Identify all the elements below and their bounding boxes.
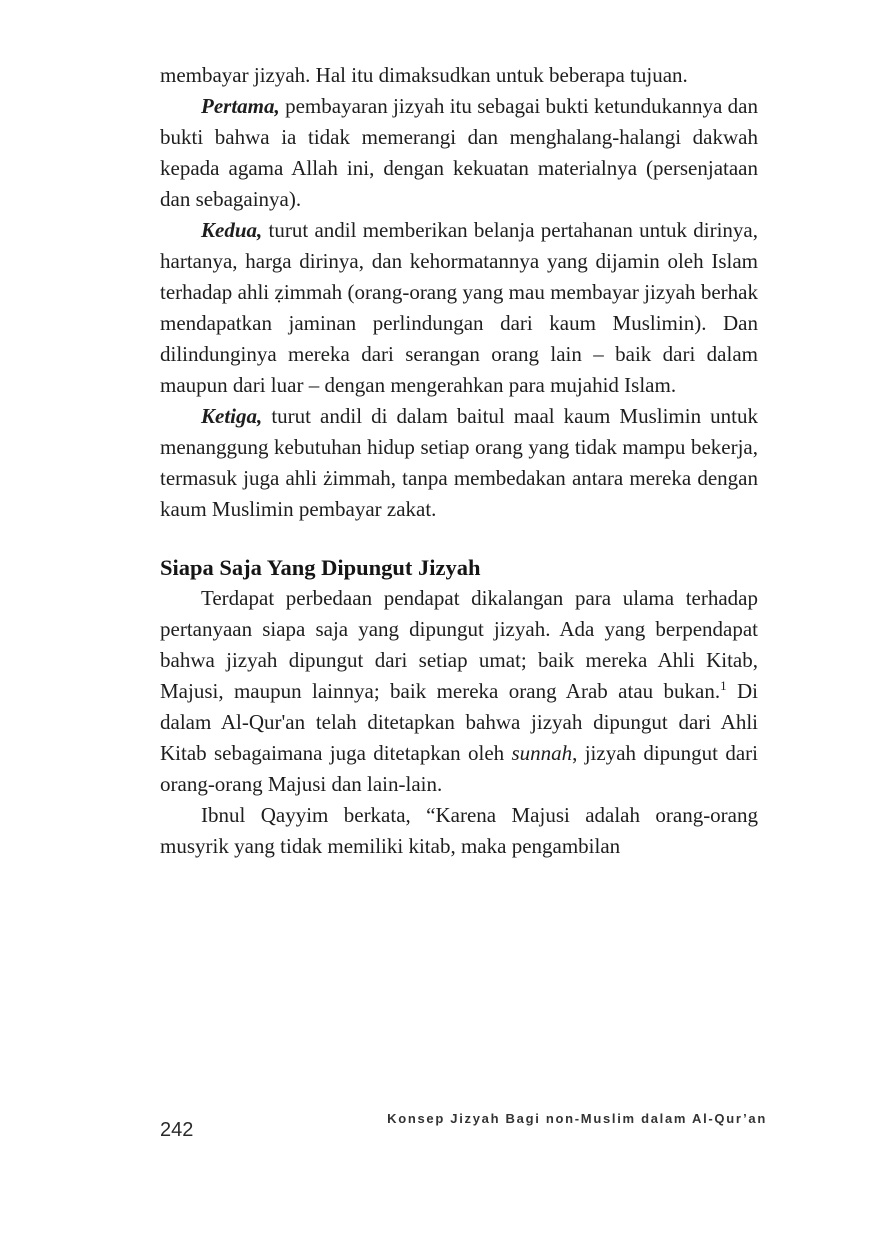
paragraph-ketiga	[160, 401, 758, 525]
paragraph-text: turut andil di dalam baitul maal kaum Muslimin untuk menanggung kebutuhan hidup setiap orang yang tidak mampu bekerja, termasuk juga ahli żimmah, tanpa membedakan antara mereka dengan kaum Muslimin pembayar zakat.	[160, 404, 759, 521]
lead-word-kedua: Kedua,	[201, 218, 263, 242]
page-body	[160, 60, 758, 862]
paragraph-pertama	[160, 91, 758, 215]
paragraph-continuation: membayar jizyah. Hal itu dimaksudkan untuk beberapa tujuan.	[160, 63, 688, 87]
paragraph-text: pembayaran jizyah itu sebagai bukti ketundukannya dan bukti bahwa ia tidak memerangi dan menghalang-halangi dakwah kepada agama Allah ini, dengan kekuatan materialnya (persenjataan dan sebagainya).	[160, 94, 758, 211]
paragraph-ibnul-qayyim: Ibnul Qayyim berkata, “Karena Majusi adalah orang-orang musyrik yang tidak memiliki kitab, maka pengambilan	[160, 803, 758, 858]
paragraph-text: Di dalam Al-Qur'an telah ditetapkan bahwa jizyah dipungut dari Ahli Kitab sebagaimana juga ditetapkan oleh	[160, 679, 758, 765]
italic-term-sunnah: sunnah	[511, 741, 573, 765]
page-number: 242	[160, 1119, 194, 1141]
paragraph-text: turut andil memberikan belanja pertahanan untuk dirinya, hartanya, harga dirinya, dan kehormatannya yang dijamin oleh Islam terhadap ahli ẓimmah (orang-orang yang mau membayar jizyah berhak mendapatkan jaminan perlindungan dari kaum Muslimin). Dan dilindunginya mereka dari serangan orang lain – baik dari dalam maupun dari luar – dengan mengerahkan para mujahid Islam.	[160, 218, 759, 397]
paragraph-siapa-saja	[160, 583, 758, 800]
footnote-marker: 1	[720, 678, 727, 693]
paragraph-kedua	[160, 215, 758, 401]
lead-word-pertama: Pertama,	[201, 94, 280, 118]
running-title: Konsep Jizyah Bagi non-Muslim dalam Al-Qur’an	[387, 1111, 767, 1126]
paragraph-text: , jizyah dipungut dari orang-orang Majusi dan lain-lain.	[160, 741, 758, 796]
section-heading: Siapa Saja Yang Dipungut Jizyah	[160, 555, 481, 580]
paragraph-text: Terdapat perbedaan pendapat dikalangan para ulama terhadap pertanyaan siapa saja yang dipungut jizyah. Ada yang berpendapat bahwa jizyah dipungut dari setiap umat; baik mereka Ahli Kitab, Majusi, maupun lainnya; baik mereka orang Arab atau bukan.	[160, 586, 758, 703]
lead-word-ketiga: Ketiga,	[201, 404, 263, 428]
